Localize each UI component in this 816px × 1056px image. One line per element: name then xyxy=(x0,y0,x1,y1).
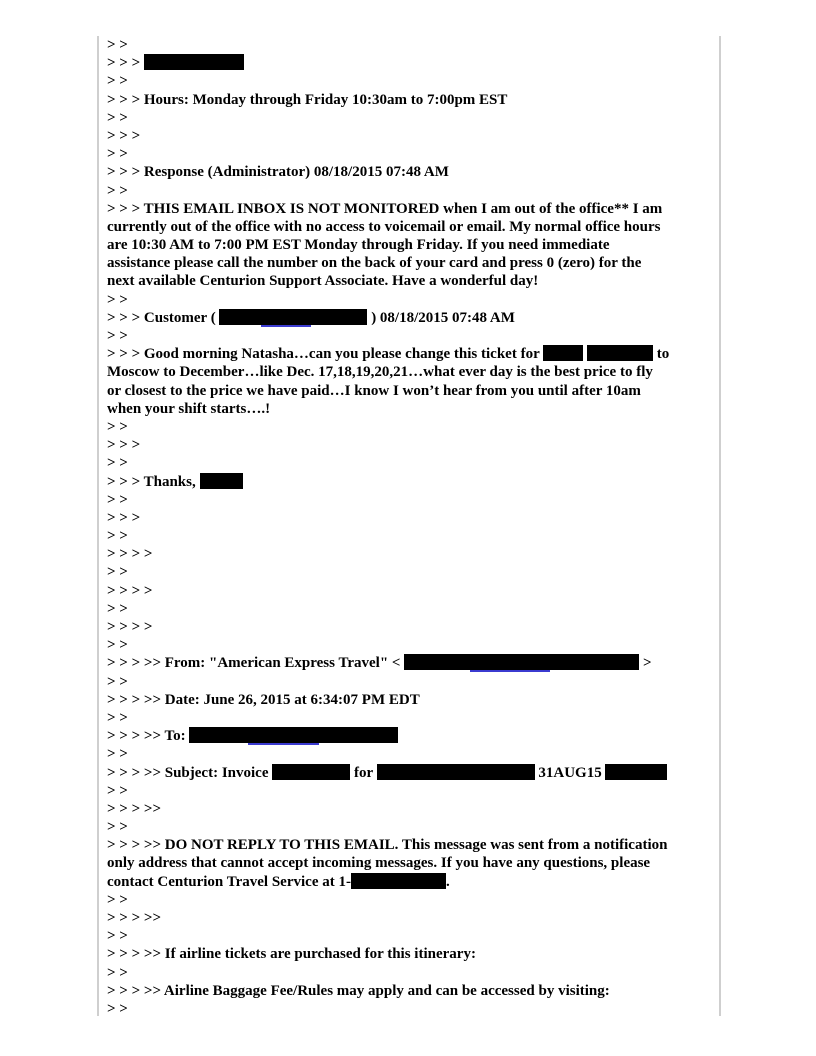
email-line xyxy=(107,182,713,200)
redaction-bar xyxy=(144,54,244,70)
redaction-bar xyxy=(189,727,398,743)
email-line xyxy=(107,218,713,236)
email-line xyxy=(107,691,713,709)
email-text: 31AUG15 xyxy=(534,764,606,781)
email-line xyxy=(107,818,713,836)
email-text: > > > >> Date: June 26, 2015 at 6:34:07 PM EDT xyxy=(107,691,420,708)
email-text: > > xyxy=(107,418,128,435)
email-text: > > > Customer ( xyxy=(107,309,220,326)
email-line xyxy=(107,91,713,109)
email-line xyxy=(107,236,713,254)
email-line xyxy=(107,836,713,854)
email-text: > > xyxy=(107,564,128,581)
email-text: when your shift starts….! xyxy=(107,400,271,417)
email-line xyxy=(107,545,713,563)
email-line xyxy=(107,745,713,763)
email-text: > > > >> Airline Baggage Fee/Rules may apply and can be accessed by visiting: xyxy=(107,982,610,999)
email-line xyxy=(107,1000,713,1018)
email-line xyxy=(107,254,713,272)
email-line xyxy=(107,782,713,800)
email-line xyxy=(107,764,713,782)
email-text: > > xyxy=(107,455,128,472)
redaction-bar xyxy=(219,309,367,325)
email-text: > > xyxy=(107,819,128,836)
email-line xyxy=(107,109,713,127)
email-text: > > xyxy=(107,328,128,344)
email-line xyxy=(107,854,713,872)
email-text: > > > >> Subject: Invoice xyxy=(107,764,273,781)
quote-border-left xyxy=(97,36,99,1016)
email-text: > > > >> If airline tickets are purchased for this itinerary: xyxy=(107,946,476,963)
email-text: next available Centurion Support Associate. Have a wonderful day! xyxy=(107,273,539,290)
email-line xyxy=(107,982,713,1000)
redaction-bar xyxy=(543,345,583,361)
email-line xyxy=(107,709,713,727)
email-text: > > xyxy=(107,600,128,617)
email-line xyxy=(107,800,713,818)
email-text: > > > >> From: "American Express Travel" < xyxy=(107,655,405,672)
email-line xyxy=(107,54,713,72)
email-line xyxy=(107,345,713,363)
email-text: > > xyxy=(107,109,128,126)
email-text: for xyxy=(350,764,377,781)
email-text: > > > xyxy=(107,509,141,526)
email-text: > > xyxy=(107,964,128,981)
email-text: > > xyxy=(107,146,128,163)
redaction-bar xyxy=(605,764,667,780)
email-text: assistance please call the number on the back of your card and press 0 (zero) for the xyxy=(107,255,642,272)
email-text: or closest to the price we have paid…I know I won’t hear from you until after 10am xyxy=(107,382,641,399)
email-line xyxy=(107,272,713,290)
redaction-bar xyxy=(272,764,350,780)
email-text: > > > xyxy=(107,55,144,72)
email-text: > > xyxy=(107,928,128,945)
email-line xyxy=(107,363,713,381)
email-text: > > > Hours: Monday through Friday 10:30am to 7:00pm EST xyxy=(107,91,508,108)
email-text: > > xyxy=(107,491,128,508)
email-text: > > > >> xyxy=(107,800,161,817)
email-text: > > xyxy=(107,782,128,799)
email-text: > > > >> DO NOT REPLY TO THIS EMAIL. This message was sent from a notification xyxy=(107,837,668,854)
email-line xyxy=(107,491,713,509)
email-text: > > xyxy=(107,673,128,690)
email-text: only address that cannot accept incoming messages. If you have any questions, please xyxy=(107,855,651,872)
email-text: > > xyxy=(107,528,128,545)
email-line xyxy=(107,563,713,581)
email-line xyxy=(107,436,713,454)
email-line xyxy=(107,127,713,145)
redaction-bar xyxy=(587,345,653,361)
email-line xyxy=(107,673,713,691)
redaction-bar xyxy=(200,473,243,489)
email-text: currently out of the office with no access to voicemail or email. My normal office hours xyxy=(107,218,661,235)
email-text: > > xyxy=(107,891,128,908)
email-text: > > > xyxy=(107,437,141,454)
email-line xyxy=(107,36,713,54)
email-text: > > xyxy=(107,637,128,654)
email-line xyxy=(107,309,713,327)
redaction-bar xyxy=(351,873,446,889)
email-text: > > > xyxy=(107,127,141,144)
email-text: > > > > xyxy=(107,619,153,635)
email-text: > > xyxy=(107,182,128,199)
email-line xyxy=(107,964,713,982)
email-line xyxy=(107,527,713,545)
email-text: > > xyxy=(107,37,128,53)
email-text: > > > THIS EMAIL INBOX IS NOT MONITORED when I am out of the office** I am xyxy=(107,200,663,217)
email-line xyxy=(107,327,713,345)
email-text: > > > Good morning Natasha…can you please change this ticket for xyxy=(107,346,544,363)
email-text: > > > > xyxy=(107,582,153,599)
email-text: > > > Thanks, xyxy=(107,473,200,490)
email-line xyxy=(107,454,713,472)
redaction-bar xyxy=(377,764,535,780)
email-text: > > xyxy=(107,291,128,308)
email-text: > > > >> To: xyxy=(107,728,190,745)
email-line xyxy=(107,145,713,163)
email-text: to xyxy=(652,346,670,363)
email-line xyxy=(107,891,713,909)
email-text: contact Centurion Travel Service at 1- xyxy=(107,873,351,890)
email-line xyxy=(107,873,713,891)
email-line xyxy=(107,945,713,963)
email-text: . xyxy=(445,873,450,890)
email-text: Moscow to December…like Dec. 17,18,19,20,21…what ever day is the best price to fly xyxy=(107,364,653,381)
redaction-bar xyxy=(404,654,639,670)
email-text: > > xyxy=(107,746,128,763)
email-line xyxy=(107,654,713,672)
email-line xyxy=(107,473,713,491)
email-line xyxy=(107,418,713,436)
email-line xyxy=(107,200,713,218)
email-text: > > xyxy=(107,73,128,90)
email-text: > > > > xyxy=(107,546,153,563)
email-line xyxy=(107,927,713,945)
email-text: > > xyxy=(107,709,128,726)
email-line xyxy=(107,291,713,309)
email-text: ) 08/18/2015 07:48 AM xyxy=(367,309,515,326)
email-line xyxy=(107,727,713,745)
email-line xyxy=(107,509,713,527)
email-line xyxy=(107,163,713,181)
email-text: are 10:30 AM to 7:00 PM EST Monday through Friday. If you need immediate xyxy=(107,237,610,254)
email-line xyxy=(107,582,713,600)
email-line xyxy=(107,600,713,618)
email-text: > xyxy=(639,655,652,672)
email-line xyxy=(107,400,713,418)
email-line xyxy=(107,909,713,927)
email-text: > > > Response (Administrator) 08/18/2015 07:48 AM xyxy=(107,164,449,181)
email-line xyxy=(107,636,713,654)
email-thread xyxy=(107,36,713,1018)
email-line xyxy=(107,618,713,636)
quote-border-right xyxy=(719,36,721,1016)
email-line xyxy=(107,382,713,400)
email-text: > > xyxy=(107,1000,128,1017)
email-line xyxy=(107,72,713,90)
email-text: > > > >> xyxy=(107,910,161,926)
